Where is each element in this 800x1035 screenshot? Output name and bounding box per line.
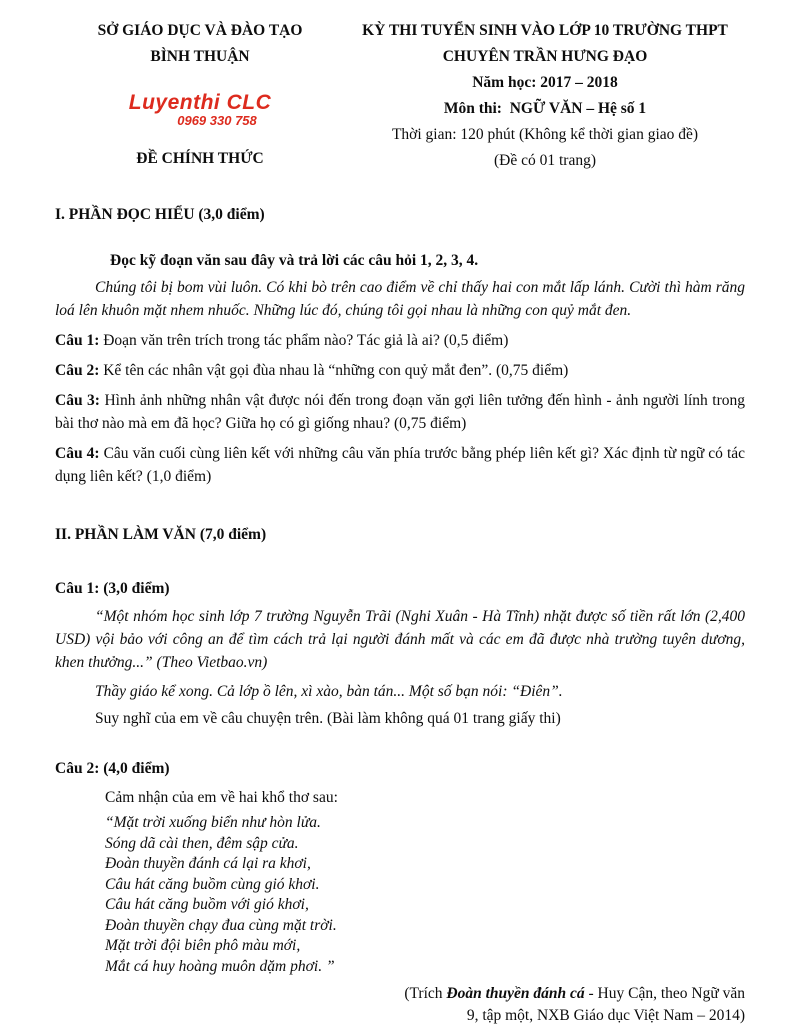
- reading-instruction: Đọc kỹ đoạn văn sau đây và trả lời các câu hỏi 1, 2, 3, 4.: [110, 252, 479, 269]
- poem-line-4: Câu hát căng buồm cùng gió khơi.: [105, 875, 320, 893]
- question-4-text: Câu văn cuối cùng liên kết với những câu văn phía trước bằng phép liên kết gì? Xác định từ ngữ có tác dụng liên kết? (1,0 điểm): [55, 445, 746, 485]
- poem-source-line1: [55, 983, 745, 1005]
- poem-line-3: Đoàn thuyền đánh cá lại ra khơi,: [105, 855, 311, 872]
- question-3-label: Câu 3:: [55, 392, 100, 409]
- section1-heading: I. PHẦN ĐỌC HIỂU (3,0 điểm): [55, 206, 265, 223]
- question-4-label: Câu 4:: [55, 445, 100, 462]
- essay-question-1-task: Suy nghĩ của em về câu chuyện trên. (Bài làm không quá 01 trang giấy thi): [95, 710, 561, 727]
- poem-line-5: Câu hát căng buồm với gió khơi,: [105, 896, 309, 913]
- question-3-text: Hình ảnh những nhân vật được nói đến trong đoạn văn gợi liên tưởng đến hình - ảnh người lính trong bài thơ nào mà em đã học? Giữa họ có gì giống nhau? (0,75 điểm): [55, 392, 745, 432]
- question-3: [55, 389, 745, 435]
- source-prefix: (Trích: [404, 985, 447, 1002]
- poem-source-line2: 9, tập một, NXB Giáo dục Việt Nam – 2014): [466, 1007, 745, 1024]
- document-header: [55, 18, 745, 174]
- department-name: SỞ GIÁO DỤC VÀ ĐÀO TẠO: [97, 22, 303, 39]
- brand-phone-number: 0969 330 758: [177, 113, 257, 129]
- question-1: [55, 329, 745, 352]
- brand-logo: [55, 92, 345, 128]
- source-title: Đoàn thuyền đánh cá: [446, 985, 585, 1002]
- question-4: [55, 442, 745, 488]
- poem-line-1: “Mặt trời xuống biển như hòn lửa.: [105, 814, 321, 831]
- province-name: BÌNH THUẬN: [150, 48, 250, 65]
- poem-block: [105, 813, 745, 977]
- header-right-column: [345, 18, 745, 174]
- pages-note: (Đề có 01 trang): [494, 152, 596, 169]
- poem-line-2: Sóng dã cài then, đêm sập cửa.: [105, 834, 299, 852]
- exam-title-line2: CHUYÊN TRẦN HƯNG ĐẠO: [442, 48, 648, 65]
- essay-question-1-label: Câu 1: (3,0 điểm): [55, 580, 170, 597]
- question-2: [55, 359, 745, 382]
- poem-line-8: Mắt cá huy hoàng muôn dặm phơi. ”: [105, 957, 335, 975]
- source-suffix: - Huy Cận, theo Ngữ văn: [584, 985, 745, 1002]
- question-1-label: Câu 1:: [55, 332, 100, 349]
- reading-passage: Chúng tôi bị bom vùi luôn. Có khi bò trên cao điểm về chỉ thấy hai con mắt lấp lánh. Cười thì hàm răng loá lên khuôn mặt nhem nhuốc. Những lúc đó, chúng tôi gọi nhau là những con quỷ mắt đen.: [55, 279, 745, 319]
- essay-question-1-quote2: Thầy giáo kể xong. Cả lớp ồ lên, xì xào, bàn tán... Một số bạn nói: “Điên”.: [95, 683, 563, 700]
- essay-question-2-label: Câu 2: (4,0 điểm): [55, 760, 170, 777]
- header-left-column: [55, 18, 345, 170]
- poem-line-7: Mặt trời đội biên phô màu mới,: [105, 937, 301, 954]
- poem-line-6: Đoàn thuyền chạy đua cùng mặt trời.: [105, 916, 337, 934]
- exam-title-line1: KỲ THI TUYỂN SINH VÀO LỚP 10 TRƯỜNG THPT: [362, 22, 728, 39]
- essay-question-1-quote: “Một nhóm học sinh lớp 7 trường Nguyễn Trãi (Nghi Xuân - Hà Tĩnh) nhặt được số tiền rất lớn (2,400 USD) vội bảo với công an để tìm cách trả lại người đánh mất và các em đã được nhà trường tuyên dương, khen thưởng...” (Theo Vietbao.vn): [55, 608, 745, 671]
- essay-question-2-intro: Cảm nhận của em về hai khổ thơ sau:: [105, 789, 338, 806]
- duration-line: Thời gian: 120 phút (Không kể thời gian giao đề): [391, 126, 699, 143]
- question-1-text: Đoạn văn trên trích trong tác phẩm nào? Tác giả là ai? (0,5 điểm): [103, 332, 509, 349]
- question-2-text: Kể tên các nhân vật gọi đùa nhau là “những con quỷ mắt đen”. (0,75 điểm): [103, 362, 569, 379]
- subject-line: Môn thi: NGỮ VĂN – Hệ số 1: [443, 100, 647, 117]
- official-exam-label: ĐỀ CHÍNH THỨC: [136, 149, 264, 167]
- question-2-label: Câu 2:: [55, 362, 100, 379]
- section2-heading: II. PHẦN LÀM VĂN (7,0 điểm): [55, 526, 267, 543]
- school-year: Năm học: 2017 – 2018: [472, 74, 618, 91]
- brand-logo-text: Luyenthi CLC: [128, 91, 272, 114]
